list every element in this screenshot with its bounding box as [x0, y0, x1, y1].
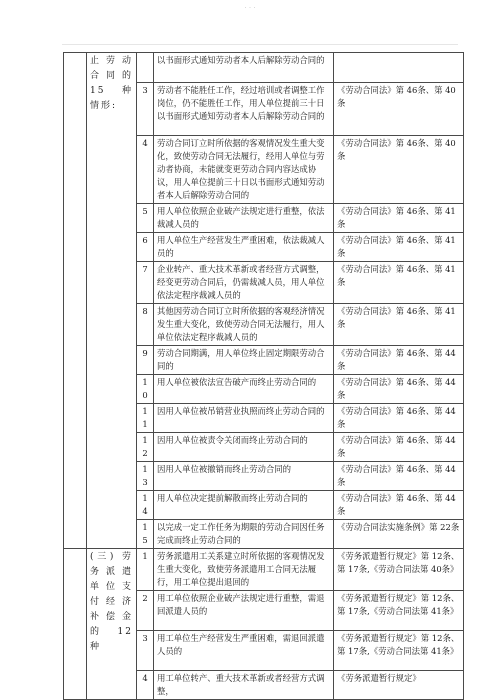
row-law: 《劳动合同法》第 46条、第 44条: [334, 346, 464, 375]
row-number: 15: [137, 520, 154, 549]
row-content: 用工单位转产、重大技术革新或者经营方式调整，: [154, 671, 334, 700]
row-content: 劳动合同订立时所依据的客观情况发生重大变化，致使劳动合同无法履行，经用人单位与劳动者协商，未能就变更劳动合同内容达成协议，用人单位提前三十日以书面形式通知劳动者本人后解除劳动合同的: [154, 136, 334, 204]
row-number: 11: [137, 404, 154, 433]
row-number: 3: [137, 631, 154, 671]
row-law: 《劳动合同法》第 46条、第 44条: [334, 404, 464, 433]
left-margin-cell: [64, 53, 87, 549]
row-content: 因用人单位被吊销营业执照而终止劳动合同的: [154, 404, 334, 433]
row-law: 《劳动合同法》第 46条、第 41条: [334, 304, 464, 346]
row-content: 劳动者不能胜任工作，经过培训或者调整工作岗位，仍不能胜任工作，用人单位提前三十日以书面形式通知劳动者本人后解除劳动合同的: [154, 83, 334, 136]
category-label-1: 止 劳 动 合 同 的 15 种 情形:: [87, 53, 137, 549]
row-content: 用人单位决定提前解散而终止劳动合同的: [154, 491, 334, 520]
row-law: 《劳务派遣暂行规定》: [334, 671, 464, 700]
row-law: 《劳务派遣暂行规定》第 12条、第 17条,《劳动合同法第 40条》: [334, 549, 464, 591]
row-number: 9: [137, 346, 154, 375]
row-number: 5: [137, 204, 154, 233]
left-margin-cell: [64, 549, 87, 700]
row-law: 《劳动合同法》第 46条、第 44条: [334, 491, 464, 520]
row-content: 用人单位依照企业破产法规定进行重整，依法裁减人员的: [154, 204, 334, 233]
row-law: 《劳动合同法实施条例》第 22条: [334, 520, 464, 549]
row-content: 劳务派遣用工关系建立时所依据的客观情况发生重大变化，致使劳务派遣用工合同无法履行，用工单位提出退回的: [154, 549, 334, 591]
row-law: [334, 53, 464, 83]
row-content: 以完成一定工作任务为期限的劳动合同因任务完成而终止劳动合同的: [154, 520, 334, 549]
row-number: 10: [137, 375, 154, 404]
row-number: 1: [137, 549, 154, 591]
table-row: [64, 53, 464, 83]
row-content: 劳动合同期满，用人单位终止固定期限劳动合同的: [154, 346, 334, 375]
row-number: [137, 53, 154, 83]
row-content: 用人单位生产经营发生严重困难，依法裁减人员的: [154, 233, 334, 262]
row-content: 用工单位依照企业破产法规定进行重整，需退回派遣人员的: [154, 591, 334, 631]
row-content: 因用人单位被责令关闭而终止劳动合同的: [154, 433, 334, 462]
table-row: [64, 549, 464, 591]
row-content: 企业转产、重大技术革新或者经营方式调整，经变更劳动合同后，仍需裁减人员，用人单位依法定程序裁减人员的: [154, 262, 334, 304]
row-content: 其他因劳动合同订立时所依据的客观经济情况发生重大变化，致使劳动合同无法履行，用人单位依法定程序裁减人员的: [154, 304, 334, 346]
row-number: 4: [137, 136, 154, 204]
row-number: 12: [137, 433, 154, 462]
compensation-table: [63, 52, 464, 700]
row-number: 2: [137, 591, 154, 631]
page-header-mark: · · ·: [244, 4, 256, 12]
header-divider: [62, 44, 458, 45]
row-law: 《劳动合同法》第 46条、第 44条: [334, 462, 464, 491]
row-law: 《劳务派遣暂行规定》第 12条、第 17条,《劳动合同法第 41条》: [334, 591, 464, 631]
row-number: 6: [137, 233, 154, 262]
row-number: 3: [137, 83, 154, 136]
row-law: 《劳务派遣暂行规定》第 12条、第 17条,《劳动合同法第 41条》: [334, 631, 464, 671]
row-number: 13: [137, 462, 154, 491]
row-law: 《劳动合同法》第 46条、第 40条: [334, 136, 464, 204]
row-law: 《劳动合同法》第 46条、第 40条: [334, 83, 464, 136]
row-number: 8: [137, 304, 154, 346]
row-number: 7: [137, 262, 154, 304]
row-content: 以书面形式通知劳动者本人后解除劳动合同的: [154, 53, 334, 83]
row-law: 《劳动合同法》第 46条、第 41条: [334, 233, 464, 262]
row-number: 14: [137, 491, 154, 520]
row-content: 用人单位被依法宣告破产而终止劳动合同的: [154, 375, 334, 404]
row-law: 《劳动合同法》第 46条、第 41条: [334, 204, 464, 233]
row-number: 4: [137, 671, 154, 700]
row-law: 《劳动合同法》第 46条、第 44条: [334, 433, 464, 462]
row-content: 用工单位生产经营发生严重困难，需退回派遣人员的: [154, 631, 334, 671]
row-law: 《劳动合同法》第 46条、第 44条: [334, 375, 464, 404]
category-label-2: (三) 劳务派遣单位支付经济补偿金的 12 种: [87, 549, 137, 700]
row-content: 因用人单位被撤销而终止劳动合同的: [154, 462, 334, 491]
row-law: 《劳动合同法》第 46条、第 41条: [334, 262, 464, 304]
